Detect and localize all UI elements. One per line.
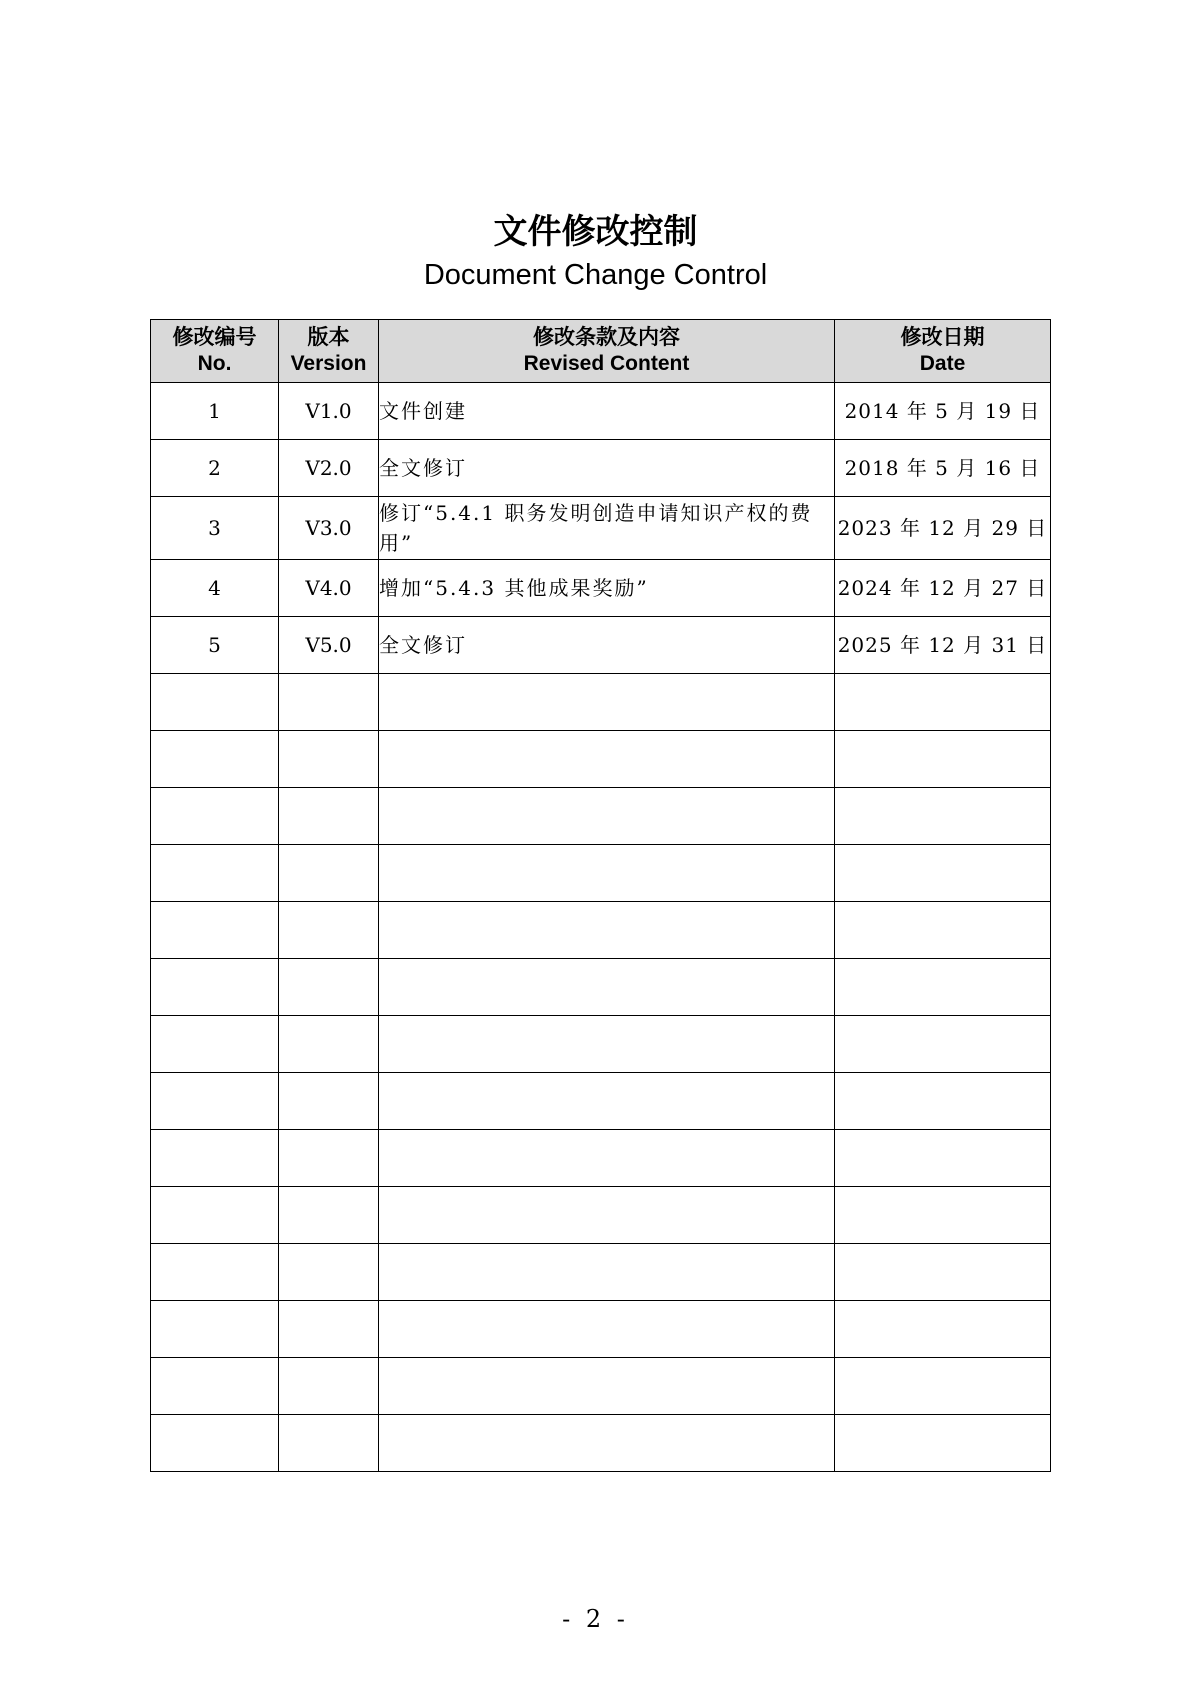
empty-table-row bbox=[151, 788, 1051, 845]
cell-date bbox=[835, 1415, 1051, 1472]
cell-no: 3 bbox=[151, 497, 279, 560]
cell-content bbox=[379, 1130, 835, 1187]
cell-version bbox=[279, 1415, 379, 1472]
cell-no: 5 bbox=[151, 617, 279, 674]
cell-no bbox=[151, 1244, 279, 1301]
cell-content bbox=[379, 1358, 835, 1415]
cell-date bbox=[835, 1187, 1051, 1244]
cell-no bbox=[151, 1187, 279, 1244]
cell-version bbox=[279, 1244, 379, 1301]
cell-version: V1.0 bbox=[279, 383, 379, 440]
table-row bbox=[151, 383, 1051, 440]
empty-table-row bbox=[151, 959, 1051, 1016]
cell-content bbox=[379, 731, 835, 788]
empty-table-row bbox=[151, 902, 1051, 959]
cell-date bbox=[835, 1016, 1051, 1073]
cell-content: 修订“5.4.1 职务发明创造申请知识产权的费用” bbox=[379, 497, 835, 560]
empty-table-row bbox=[151, 845, 1051, 902]
header-content-zh: 修改条款及内容 bbox=[533, 326, 680, 349]
cell-date: 2025 年 12 月 31 日 bbox=[835, 617, 1051, 674]
cell-version bbox=[279, 1016, 379, 1073]
cell-date: 2024 年 12 月 27 日 bbox=[835, 560, 1051, 617]
cell-version bbox=[279, 674, 379, 731]
empty-table-row bbox=[151, 731, 1051, 788]
cell-date bbox=[835, 788, 1051, 845]
cell-version bbox=[279, 902, 379, 959]
cell-version bbox=[279, 1358, 379, 1415]
table-header-row bbox=[151, 320, 1051, 383]
cell-content bbox=[379, 788, 835, 845]
cell-date bbox=[835, 674, 1051, 731]
header-date bbox=[835, 320, 1051, 383]
cell-version bbox=[279, 1301, 379, 1358]
cell-content bbox=[379, 1016, 835, 1073]
header-date-en: Date bbox=[919, 352, 966, 375]
page-title: 文件修改控制 bbox=[493, 212, 698, 252]
cell-version bbox=[279, 731, 379, 788]
cell-version: V2.0 bbox=[279, 440, 379, 497]
cell-no: 2 bbox=[151, 440, 279, 497]
empty-table-row bbox=[151, 1415, 1051, 1472]
cell-version: V4.0 bbox=[279, 560, 379, 617]
page-subtitle: Document Change Control bbox=[423, 259, 768, 291]
cell-content: 文件创建 bbox=[379, 383, 835, 440]
header-date-zh: 修改日期 bbox=[900, 326, 985, 349]
empty-table-row bbox=[151, 1016, 1051, 1073]
cell-version bbox=[279, 959, 379, 1016]
header-no-zh: 修改编号 bbox=[172, 326, 257, 349]
cell-no bbox=[151, 674, 279, 731]
cell-content: 全文修订 bbox=[379, 440, 835, 497]
cell-no bbox=[151, 1130, 279, 1187]
cell-content bbox=[379, 959, 835, 1016]
table-row bbox=[151, 560, 1051, 617]
cell-no: 1 bbox=[151, 383, 279, 440]
empty-table-row bbox=[151, 1244, 1051, 1301]
cell-no bbox=[151, 845, 279, 902]
cell-no: 4 bbox=[151, 560, 279, 617]
cell-no bbox=[151, 1016, 279, 1073]
cell-date bbox=[835, 1358, 1051, 1415]
cell-date: 2014 年 5 月 19 日 bbox=[835, 383, 1051, 440]
cell-date bbox=[835, 1130, 1051, 1187]
cell-version bbox=[279, 845, 379, 902]
header-version-zh: 版本 bbox=[307, 326, 350, 349]
table-body bbox=[151, 383, 1051, 1472]
header-version bbox=[279, 320, 379, 383]
cell-content bbox=[379, 902, 835, 959]
cell-version bbox=[279, 1187, 379, 1244]
change-control-table bbox=[150, 319, 1051, 1472]
cell-date bbox=[835, 959, 1051, 1016]
empty-table-row bbox=[151, 1187, 1051, 1244]
cell-date: 2023 年 12 月 29 日 bbox=[835, 497, 1051, 560]
cell-content bbox=[379, 1187, 835, 1244]
empty-table-row bbox=[151, 1301, 1051, 1358]
cell-version: V5.0 bbox=[279, 617, 379, 674]
cell-content: 增加“5.4.3 其他成果奖励” bbox=[379, 560, 835, 617]
cell-content bbox=[379, 674, 835, 731]
cell-date bbox=[835, 1073, 1051, 1130]
cell-version bbox=[279, 788, 379, 845]
cell-date bbox=[835, 1301, 1051, 1358]
cell-content bbox=[379, 845, 835, 902]
cell-version bbox=[279, 1130, 379, 1187]
cell-content bbox=[379, 1073, 835, 1130]
cell-no bbox=[151, 731, 279, 788]
cell-no bbox=[151, 788, 279, 845]
cell-date: 2018 年 5 月 16 日 bbox=[835, 440, 1051, 497]
header-content-en: Revised Content bbox=[523, 352, 690, 375]
cell-version bbox=[279, 1073, 379, 1130]
cell-content: 全文修订 bbox=[379, 617, 835, 674]
cell-date bbox=[835, 902, 1051, 959]
header-content bbox=[379, 320, 835, 383]
header-no-en: No. bbox=[197, 352, 232, 375]
table-row bbox=[151, 497, 1051, 560]
cell-version: V3.0 bbox=[279, 497, 379, 560]
empty-table-row bbox=[151, 1073, 1051, 1130]
empty-table-row bbox=[151, 674, 1051, 731]
cell-no bbox=[151, 1358, 279, 1415]
cell-content bbox=[379, 1301, 835, 1358]
cell-content bbox=[379, 1415, 835, 1472]
table-row bbox=[151, 617, 1051, 674]
page-number: - 2 - bbox=[562, 1605, 629, 1633]
table-row bbox=[151, 440, 1051, 497]
header-no bbox=[151, 320, 279, 383]
empty-table-row bbox=[151, 1130, 1051, 1187]
empty-table-row bbox=[151, 1358, 1051, 1415]
cell-no bbox=[151, 902, 279, 959]
cell-no bbox=[151, 1415, 279, 1472]
cell-no bbox=[151, 959, 279, 1016]
cell-date bbox=[835, 1244, 1051, 1301]
cell-date bbox=[835, 731, 1051, 788]
cell-no bbox=[151, 1301, 279, 1358]
cell-content bbox=[379, 1244, 835, 1301]
cell-no bbox=[151, 1073, 279, 1130]
header-version-en: Version bbox=[290, 352, 367, 375]
cell-date bbox=[835, 845, 1051, 902]
